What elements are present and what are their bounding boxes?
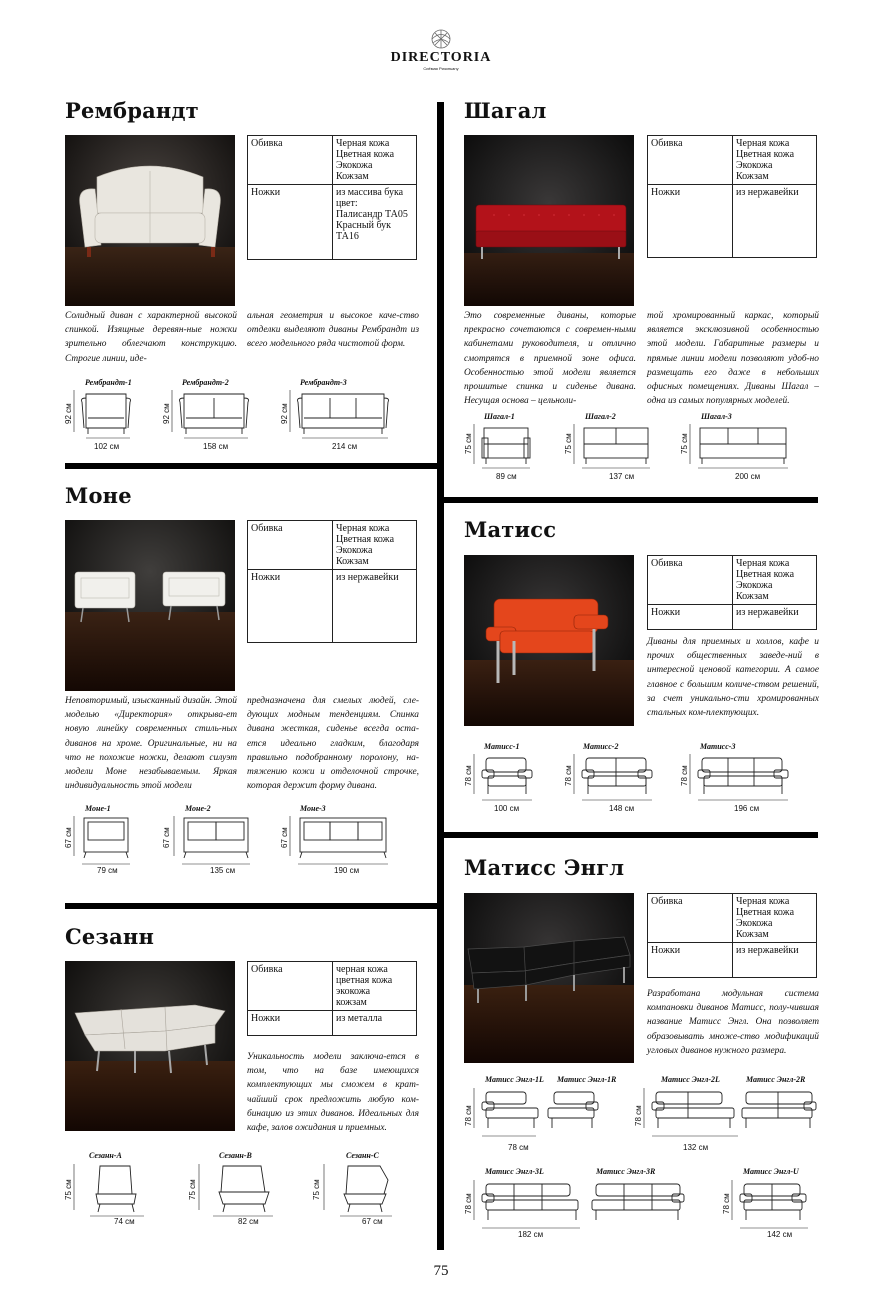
description-shagal-col2: той хромированный каркас, который является эксклюзивной особенностью этой модели. Габаритные размеры и прямые линии модели позволяют удоб-но размещать его даже в небольших офисных помещениях. Диваны Шагал – одна из самых популярных моделей. bbox=[647, 311, 819, 407]
dimension-height: 92 см bbox=[280, 403, 289, 424]
description-matiss-engl: Разработана модульная система компановки диванов Матисс, полу-чившая название Матисс Энгл. Она позволяет образовывать множе-ство модификаций угловых диванов нужного размера. bbox=[647, 989, 819, 1056]
photo-mone bbox=[65, 520, 235, 691]
page-number: 75 bbox=[433, 1263, 449, 1279]
model-label: Матисс Энгл-U bbox=[743, 1167, 799, 1176]
spec-key: Ножки bbox=[248, 570, 333, 643]
sketch-rembrandt-2 bbox=[168, 386, 258, 442]
photo-matiss-engl bbox=[464, 893, 634, 1063]
spec-table-rembrandt: Обивка Черная кожа Цветная кожа Экокожа Кожзам Ножки из массива бука цвет: Палисандр ТА05 Красный бук ТА16 bbox=[247, 135, 417, 260]
model-label: Рембрандт-1 bbox=[85, 378, 132, 387]
model-label: Моне-2 bbox=[185, 804, 211, 813]
model-label: Шагал-3 bbox=[701, 412, 732, 421]
sketch-matiss-3 bbox=[686, 750, 798, 804]
section-title-mone: Моне bbox=[65, 483, 132, 508]
sketch-matiss-2 bbox=[570, 750, 662, 804]
dimension-height: 78 см bbox=[634, 1105, 643, 1126]
dimension-width: 142 см bbox=[767, 1230, 793, 1239]
sketch-sezann-c bbox=[320, 1160, 410, 1222]
spec-table-shagal: Обивка Черная кожа Цветная кожа Экокожа Кожзам Ножки из нержавейки bbox=[647, 135, 817, 258]
dimension-height: 92 см bbox=[64, 403, 73, 424]
description-matiss: Диваны для приемных и холлов, кафе и прочих общественных заведе-ний в интересной ценовой категории. А самое главное с большим количе-ством решений, за счет уникально-сти хромированных стальных ком-плектующих. bbox=[647, 637, 819, 719]
sketch-matiss-engl-3l bbox=[470, 1176, 584, 1236]
dimension-height: 92 см bbox=[162, 403, 171, 424]
model-label: Шагал-1 bbox=[484, 412, 515, 421]
dimension-width: 132 см bbox=[683, 1143, 709, 1152]
description-mone-col1: Неповторимый, изысканный дизайн. Этой моделью «Директория» открыва-ет новую линейку современных стиль-ных диванов на хроме. Оригинальные, ни на что не похожие ножки, делают силуэт модели Моне незабываемым. Яркая индивидуальность этой модели bbox=[65, 696, 237, 792]
dimension-height: 75 см bbox=[64, 1179, 73, 1200]
photo-sezann bbox=[65, 961, 235, 1131]
sketch-shagal-3 bbox=[686, 420, 796, 472]
sketch-sezann-b bbox=[195, 1160, 285, 1222]
dimension-width: 100 см bbox=[494, 804, 520, 813]
spec-table-matiss-engl: Обивка Черная кожа Цветная кожа Экокожа Кожзам Ножки из нержавейки bbox=[647, 893, 817, 978]
dimension-height: 67 см bbox=[280, 827, 289, 848]
divider-vertical-top bbox=[437, 102, 444, 500]
dimension-height: 78 см bbox=[464, 1193, 473, 1214]
dimension-width: 200 см bbox=[735, 472, 761, 481]
sketch-matiss-engl-u bbox=[720, 1176, 816, 1236]
dimension-height: 67 см bbox=[64, 827, 73, 848]
dimension-height: 78 см bbox=[722, 1193, 731, 1214]
dimension-width: 148 см bbox=[609, 804, 635, 813]
sketch-rembrandt-1 bbox=[70, 386, 140, 442]
spec-key: Ножки bbox=[648, 943, 733, 978]
sketch-mone-2 bbox=[170, 812, 260, 870]
dimension-height: 75 см bbox=[188, 1179, 197, 1200]
dimension-width: 82 см bbox=[238, 1217, 259, 1226]
model-label: Матисс Энгл-3R bbox=[596, 1167, 656, 1176]
sketch-matiss-engl-3r bbox=[588, 1176, 688, 1236]
brand-tagline: Сиёмая Ризоньаny bbox=[423, 66, 459, 71]
dimension-width: 135 см bbox=[210, 866, 236, 875]
section-title-shagal: Шагал bbox=[464, 98, 547, 123]
model-label: Рембрандт-2 bbox=[182, 378, 229, 387]
spec-key: Обивка bbox=[648, 894, 733, 943]
dimension-width: 214 см bbox=[332, 442, 358, 451]
model-label: Матисс Энгл-1R bbox=[557, 1075, 617, 1084]
spec-key: Ножки bbox=[248, 1011, 333, 1036]
dimension-width: 79 см bbox=[97, 866, 118, 875]
sketch-matiss-engl-1r bbox=[544, 1084, 604, 1140]
model-label: Матисс-1 bbox=[484, 742, 520, 751]
section-title-matiss-engl: Матисс Энгл bbox=[464, 855, 625, 880]
model-label: Моне-3 bbox=[300, 804, 326, 813]
dimension-height: 75 см bbox=[464, 433, 473, 454]
spec-key: Ножки bbox=[648, 605, 733, 630]
divider-rembrandt-bottom bbox=[65, 463, 444, 469]
divider-shagal-bottom bbox=[437, 497, 818, 503]
divider-mone-bottom bbox=[65, 903, 444, 909]
spec-key: Обивка bbox=[648, 136, 733, 185]
model-label: Шагал-2 bbox=[585, 412, 616, 421]
sketch-mone-1 bbox=[70, 812, 140, 870]
sketch-rembrandt-3 bbox=[286, 386, 396, 442]
model-label: Матисс Энгл-2R bbox=[746, 1075, 806, 1084]
model-label: Матисс Энгл-3L bbox=[485, 1167, 544, 1176]
dimension-height: 75 см bbox=[312, 1179, 321, 1200]
photo-matiss bbox=[464, 555, 634, 726]
dimension-height: 78 см bbox=[464, 1105, 473, 1126]
sketch-sezann-a bbox=[70, 1160, 160, 1222]
spec-table-mone: Обивка Черная кожа Цветная кожа Экокожа Кожзам Ножки из нержавейки bbox=[247, 520, 417, 643]
dimension-height: 78 см bbox=[464, 765, 473, 786]
dimension-width: 74 см bbox=[114, 1217, 135, 1226]
section-title-matiss: Матисс bbox=[464, 517, 557, 542]
dimension-width: 196 см bbox=[734, 804, 760, 813]
description-mone-col2: предназначена для смелых людей, сле-дующих модным тенденциям. Спинка дивана жесткая, сиденье всегда оста-ется идеально гладким, благодаря правильно подобранному поролону, на-тяжению кожи и отделочной строчке, которая держит форму дивана. bbox=[247, 696, 419, 792]
model-label: Матисс Энгл-2L bbox=[661, 1075, 720, 1084]
photo-shagal bbox=[464, 135, 634, 306]
spec-key: Обивка bbox=[648, 556, 733, 605]
brand-logo bbox=[0, 28, 882, 71]
sketch-matiss-engl-2l bbox=[640, 1084, 740, 1140]
section-title-sezann: Сезанн bbox=[65, 924, 155, 949]
spec-key: Ножки bbox=[648, 185, 733, 258]
dimension-width: 102 см bbox=[94, 442, 120, 451]
model-label: Рембрандт-3 bbox=[300, 378, 347, 387]
dimension-width: 78 см bbox=[508, 1143, 529, 1152]
sketch-shagal-1 bbox=[470, 420, 540, 472]
model-label: Матисс Энгл-1L bbox=[485, 1075, 544, 1084]
dimension-height: 75 см bbox=[680, 433, 689, 454]
spec-key: Обивка bbox=[248, 136, 333, 185]
description-rembrandt-col2: альная геометрия и высокое каче-ство отделки выделяют диваны Рембрандт из всего модельного ряда чистотой форм. bbox=[247, 311, 419, 350]
spec-table-sezann: Обивка черная кожа цветная кожа экокожа кожзам Ножки из металла bbox=[247, 961, 417, 1036]
dimension-width: 158 см bbox=[203, 442, 229, 451]
model-label: Моне-1 bbox=[85, 804, 111, 813]
divider-vertical-bottom bbox=[437, 470, 444, 1250]
description-sezann: Уникальность модели заключа-ется в том, что на базе имеющихся комплектующих мы сможем в крат-чайший срок предложить любую ком-бинацию из этих диванов. Идеальных для кафе, залов ожидания и приемных. bbox=[247, 1052, 419, 1134]
model-label: Матисс-3 bbox=[700, 742, 736, 751]
dimension-width: 182 см bbox=[518, 1230, 544, 1239]
dimension-width: 137 см bbox=[609, 472, 635, 481]
spec-key: Ножки bbox=[248, 185, 333, 260]
dimension-width: 67 см bbox=[362, 1217, 383, 1226]
sketch-matiss-1 bbox=[470, 750, 542, 804]
sketch-matiss-engl-2r bbox=[738, 1084, 822, 1140]
dimension-height: 78 см bbox=[680, 765, 689, 786]
spec-key: Обивка bbox=[248, 962, 333, 1011]
dimension-height: 78 см bbox=[564, 765, 573, 786]
dimension-width: 89 см bbox=[496, 472, 517, 481]
sketch-matiss-engl-1l bbox=[470, 1084, 544, 1140]
description-rembrandt-col1: Солидный диван с характерной высокой спинкой. Изящные деревян-ные ножки зрительно облегчают конструкцию. Строгие линии, иде- bbox=[65, 311, 237, 364]
spec-key: Обивка bbox=[248, 521, 333, 570]
photo-rembrandt bbox=[65, 135, 235, 306]
model-label: Сезанн-В bbox=[219, 1151, 252, 1160]
model-label: Сезанн-А bbox=[89, 1151, 122, 1160]
section-title-rembrandt: Рембрандт bbox=[65, 98, 199, 123]
description-shagal-col1: Это современные диваны, которые прекрасно сочетаются с современ-ными кабинетами руководителя, и отлично смотрятся в приемной зоне офиса. Особенностью этой модели является прошитые спинка и сиденье дивана. Несущая основа – цельноли- bbox=[464, 311, 636, 407]
dimension-height: 67 см bbox=[162, 827, 171, 848]
divider-matiss-bottom bbox=[437, 832, 818, 838]
dimension-height: 75 см bbox=[564, 433, 573, 454]
brand-name: DIRECTORIA bbox=[390, 50, 492, 65]
crown-icon bbox=[421, 28, 461, 50]
sketch-mone-3 bbox=[286, 812, 396, 870]
spec-table-matiss: Обивка Черная кожа Цветная кожа Экокожа Кожзам Ножки из нержавейки bbox=[647, 555, 817, 630]
model-label: Сезанн-С bbox=[346, 1151, 379, 1160]
model-label: Матисс-2 bbox=[583, 742, 619, 751]
dimension-width: 190 см bbox=[334, 866, 360, 875]
sketch-shagal-2 bbox=[570, 420, 660, 472]
